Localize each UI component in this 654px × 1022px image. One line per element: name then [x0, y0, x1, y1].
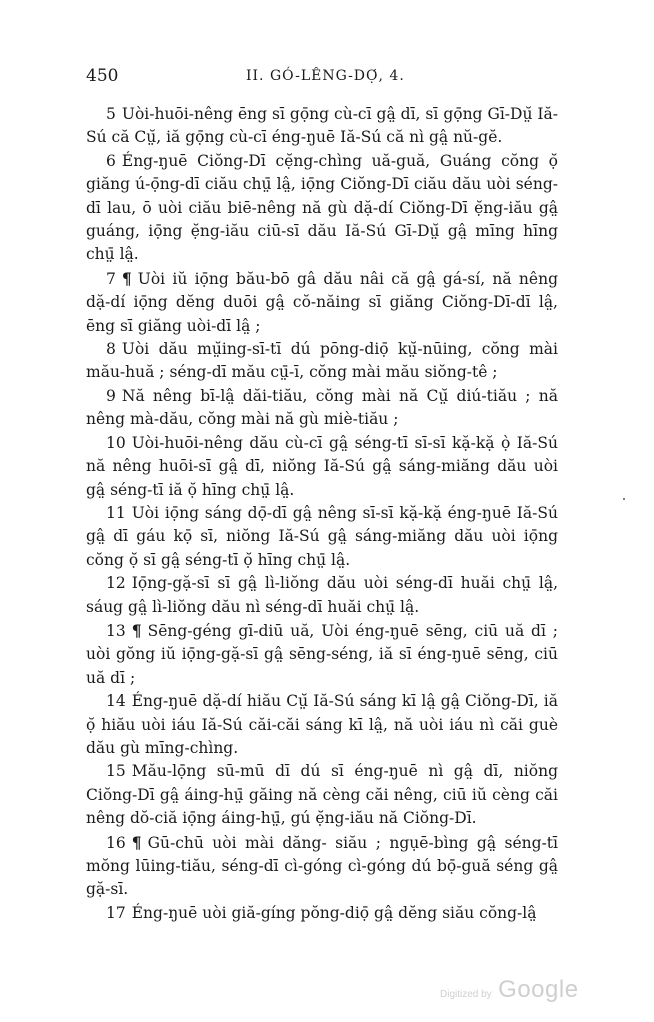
verse-number: 10	[106, 433, 126, 452]
watermark-prefix: Digitized by	[440, 989, 492, 1000]
verse-17	[86, 902, 558, 925]
google-logo: Google	[498, 976, 579, 1003]
verse-number: 17	[106, 903, 126, 922]
verse-9	[86, 385, 558, 432]
verse-5	[86, 103, 558, 150]
verse-body: Éng-ŋuē dặ-dí hiău Cṳ̆ Iă-Sú sáng kī lâ̤ gâ̤ Ciŏng-Dī, iă ọ̆ hiău uòi iáu Iă-Sú căi-căi sáng kī lâ̤, nă uòi iáu nì căi guè dău gù mīng-chìng.	[86, 692, 558, 757]
verse-body: Éng-ŋuē Ciŏng-Dī cẹ̆ng-chìng uă-guă, Guáng cŏng ọ̆ giăng ú-ọ̄ng-dī ciău chṳ̄ lâ̤, iọ̄ng Ciŏng-Dī ciău dău uòi séng-dī lau, ō uòi ciău biē-nêng nă gù dặ-dí Ciŏng-Dī ẹ̆ng-iău gâ̤ guáng, iọ̄ng ẹ̆ng-iău ciū-sī dău Iă-Sú Gī-Dṳ̆ gâ̤ mīng hīng chṳ̄ lâ̤.	[86, 151, 558, 264]
verse-number: 9	[106, 386, 116, 405]
verse-7	[86, 267, 558, 338]
verse-body: Nă nêng bī-lâ̤ dăi-tiău, cŏng mài nă Cṳ̆ diú-tiău ; nă nêng mà-dău, cŏng mài nă gù miè-tiău ;	[86, 386, 558, 429]
verse-8	[86, 338, 558, 385]
verse-number: 6	[106, 151, 116, 170]
verse-10	[86, 432, 558, 502]
verse-body: Mău-lọ̄ng sū-mū dī dú sī éng-ŋuē nì gâ̤ dī, niŏng Ciŏng-Dī gâ̤ áing-hṳ̄ găing nă cèng căi nêng, ciū iŭ cèng căi nêng dŏ-ciă iọ̄ng áing-hṳ̄, gú ẹ̆ng-iău nă Ciŏng-Dī.	[86, 762, 558, 828]
verse-12	[86, 572, 558, 619]
pilcrow-mark: ¶	[121, 268, 132, 288]
verse-body: Gū-chū uòi mài dăng- siău ; ngụē-bìng gâ̤ séng-tī mŏng lūing-tiău, séng-dī cì-góng cì-góng dú bọ̄-guă séng gâ̤ gặ-sī.	[86, 833, 558, 899]
verse-13	[86, 619, 558, 690]
pilcrow-mark: ¶	[131, 832, 142, 852]
verse-body: Sēng-géng gī-diū uă, Uòi éng-ŋuē sēng, ciū uă dī ; uòi gŏng iŭ iọ̄ng-gặ-sī gâ̤ sēng-séng, iă sī éng-ŋuē sēng, ciū uă dī ;	[86, 621, 558, 687]
verse-16	[86, 831, 558, 902]
verse-number: 14	[106, 692, 126, 711]
verse-number: 13	[106, 621, 126, 640]
verse-body: Uòi-huōi-nêng ēng sī gọ̄ng cù-cī gâ̤ dī, sī gọ̄ng Gī-Dṳ̆ Iă-Sú că Cṳ̆, iă gọ̄ng cù-cī éng-ŋuē Iă-Sú că nì gâ̤ nŭ-gĕ.	[86, 105, 558, 147]
verse-15	[86, 760, 558, 830]
verse-number: 16	[106, 833, 126, 852]
verse-number: 15	[106, 762, 126, 781]
verse-text-block	[86, 103, 558, 925]
verse-body: Iọ̄ng-gặ-sī sī gâ̤ lì-liŏng dău uòi séng-dī huăi chṳ̄ lâ̤, sáug gâ̤ lì-liŏng dău nì séng-dī huăi chṳ̄ lâ̤.	[86, 574, 558, 616]
paper-speck	[623, 498, 625, 500]
pilcrow-mark: ¶	[131, 620, 142, 640]
verse-14	[86, 690, 558, 760]
digitized-by-google-watermark	[440, 976, 579, 1004]
page-number: 450	[86, 66, 119, 86]
running-title: II. GÓ-LÊNG-DỌ́, 4.	[246, 68, 405, 84]
verse-number: 7	[106, 269, 116, 288]
verse-number: 8	[106, 340, 116, 359]
verse-body: Éng-ŋuē uòi giă-gíng pŏng-diọ̄ gâ̤ dĕng siău cŏng-lâ̤	[131, 903, 537, 922]
verse-11	[86, 502, 558, 572]
verse-body: Uòi iŭ iọ̄ng bău-bō gâ dău nâi că gâ̤ gá-sí, nă nêng dặ-dí iọ̄ng dĕng duōi gâ̤ cŏ-năing sī giăng Ciŏng-Dī-dī lâ̤, ēng sī giăng uòi-dī lâ̤ ;	[86, 269, 558, 335]
verse-number: 11	[106, 503, 126, 522]
page-header	[86, 66, 574, 92]
verse-number: 12	[106, 574, 126, 593]
verse-body: Uòi-huōi-nêng dău cù-cī gâ̤ séng-tī sī-sī kặ-kặ ọ̀ Iă-Sú nă nêng huōi-sī gâ̤ dī, niŏng Iă-Sú gâ̤ sáng-miăng dău uòi gâ̤ séng-tī iă ọ̆ hīng chṳ̄ lâ̤.	[86, 433, 558, 499]
verse-6	[86, 150, 558, 267]
verse-body: Uòi iọ̄ng sáng dọ̄-dī gâ̤ nêng sī-sī kặ-kặ éng-ŋuē Iă-Sú gâ̤ dī gáu kọ̄ sī, niŏng Iă-Sú gâ̤ sáng-miăng dău uòi iọ̄ng cŏng ọ̆ sī gâ̤ séng-tī ọ̆ hīng chṳ̄ lâ̤.	[86, 503, 558, 569]
verse-body: Uòi dău mṳ̆ing-sī-tī dú pōng-diọ̄ kṳ̆-nūing, cŏng mài mău-huă ; séng-dī mău cṳ̄-ī, cŏng mài mău siŏng-tê ;	[86, 340, 558, 382]
verse-number: 5	[106, 105, 116, 123]
